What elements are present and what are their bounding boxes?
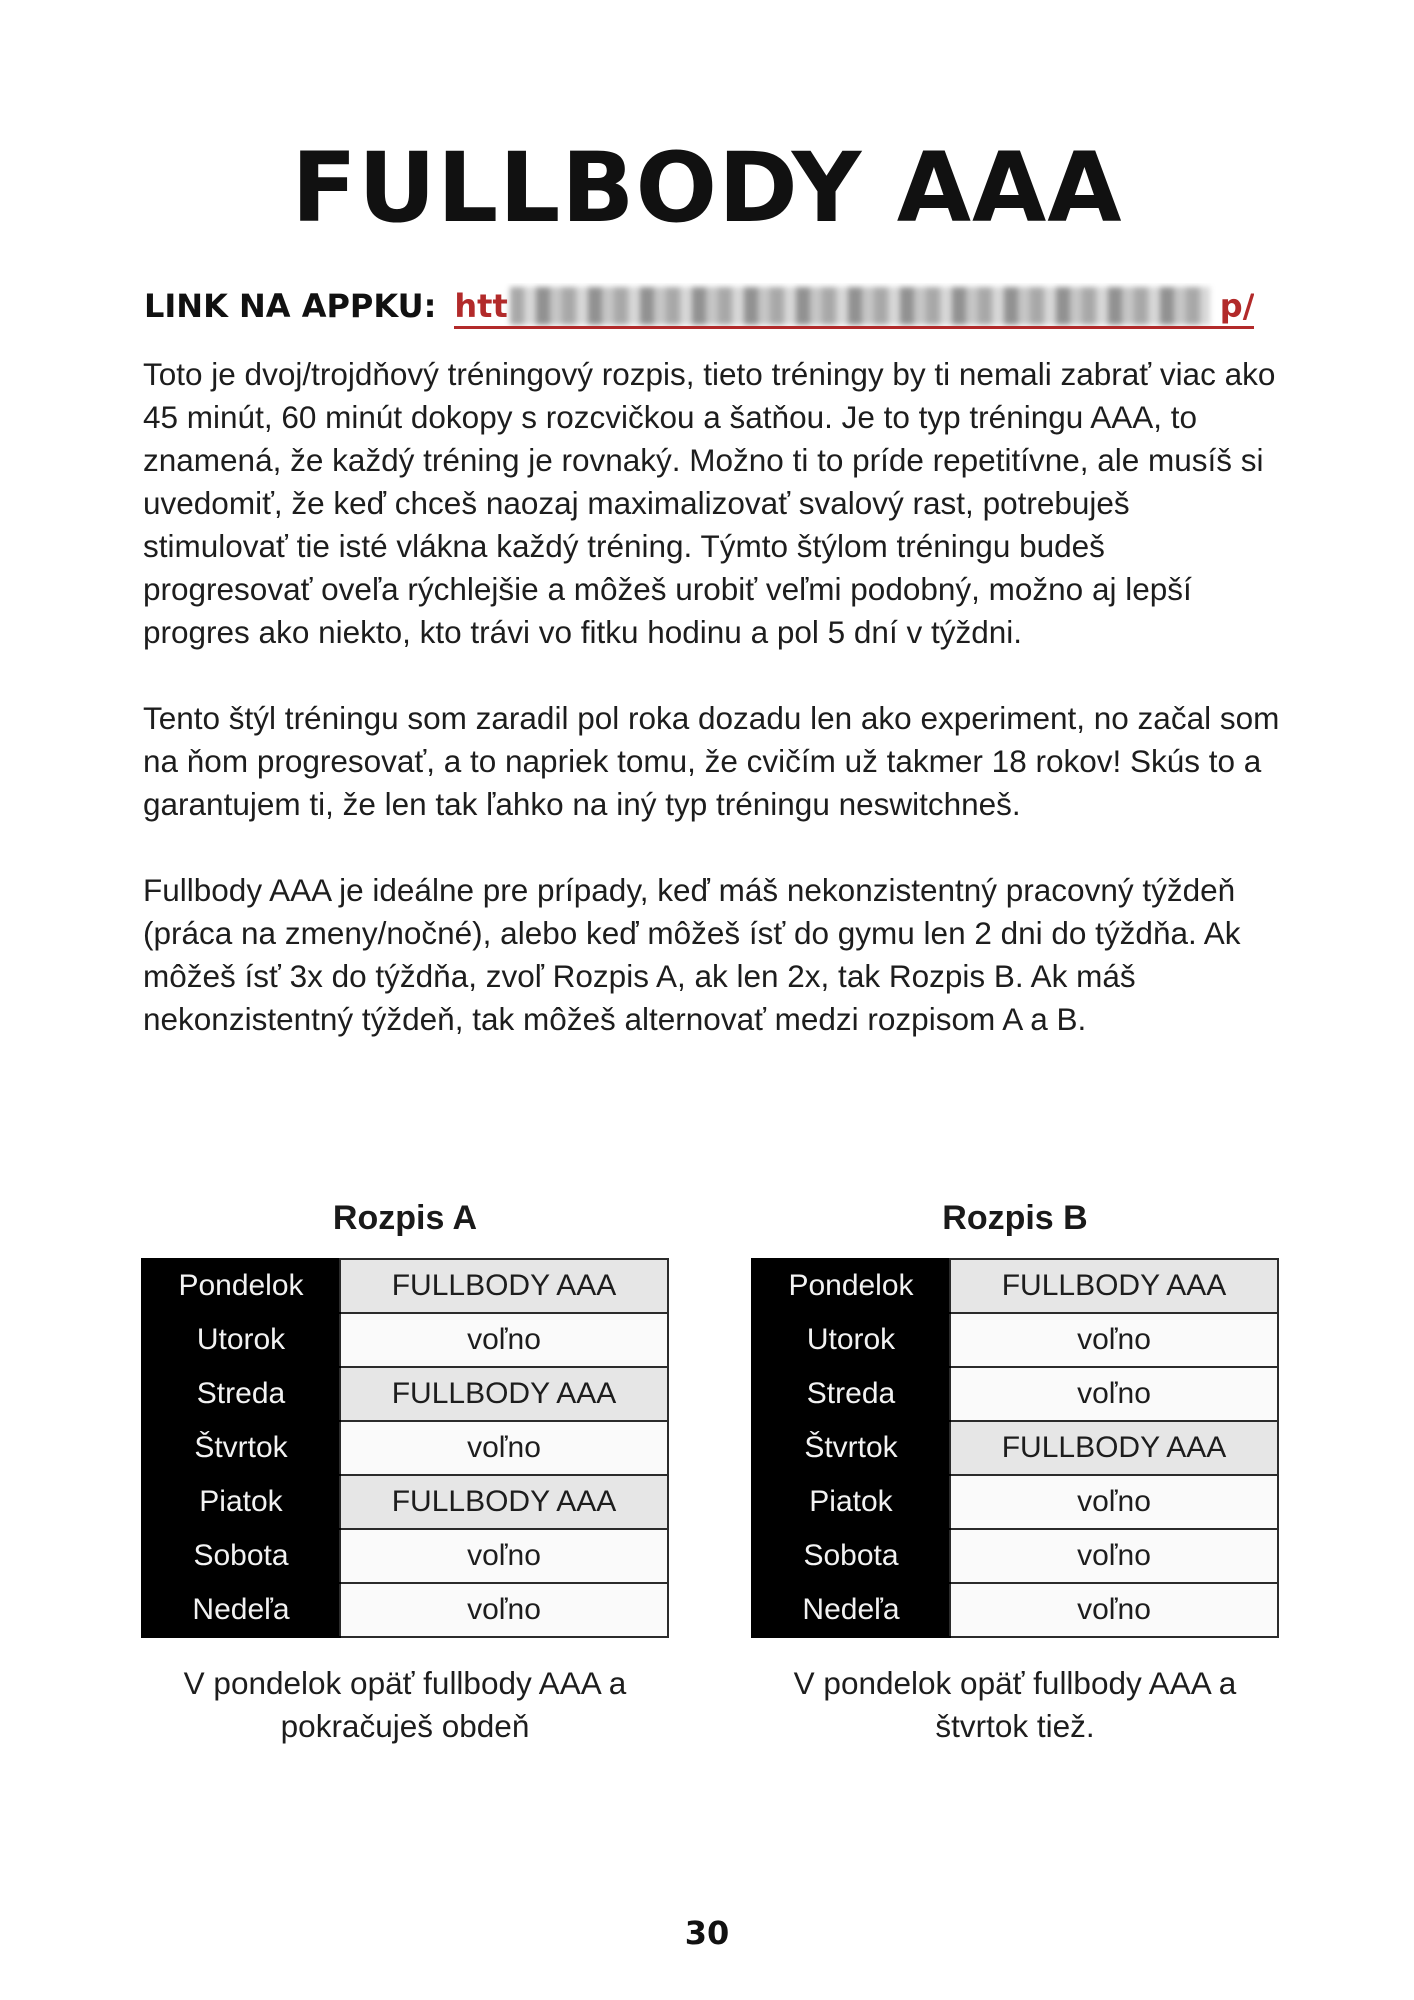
- schedule-b-table: [751, 1258, 1279, 1638]
- page-number: 30: [684, 1914, 730, 1952]
- activity-cell: FULLBODY AAA: [340, 1259, 668, 1313]
- activity-cell: FULLBODY AAA: [340, 1367, 668, 1421]
- day-cell: Nedeľa: [142, 1583, 340, 1637]
- table-row: [752, 1421, 1278, 1475]
- activity-cell: voľno: [340, 1583, 668, 1637]
- activity-cell: FULLBODY AAA: [950, 1259, 1278, 1313]
- activity-cell: voľno: [950, 1583, 1278, 1637]
- table-row: [142, 1367, 668, 1421]
- table-row: [142, 1313, 668, 1367]
- schedule-a-note: [141, 1662, 669, 1748]
- table-row: [142, 1475, 668, 1529]
- app-link-redaction-blur: [510, 287, 1210, 325]
- schedule-b-title: Rozpis B: [942, 1199, 1088, 1237]
- usage-paragraph: Fullbody AAA je ideálne pre prípady, keď máš nekonzistentný pracovný týždeň (práca na zmeny/nočné), alebo keď môžeš ísť do gymu len 2 dni do týždňa. Ak môžeš ísť 3x do týždňa, zvoľ Rozpis A, ak len 2x, tak Rozpis B. Ak máš nekonzistentný týždeň, tak môžeš alternovať medzi rozpisom A a B.: [143, 872, 1241, 1037]
- day-cell: Pondelok: [142, 1259, 340, 1313]
- table-row: [142, 1259, 668, 1313]
- activity-cell: FULLBODY AAA: [950, 1421, 1278, 1475]
- table-row: [752, 1367, 1278, 1421]
- schedule-a-note-line: pokračuješ obdeň: [280, 1708, 530, 1744]
- schedule-a-title: Rozpis A: [332, 1199, 478, 1237]
- page-title: FULLBODY AAA: [291, 132, 1123, 244]
- activity-cell: FULLBODY AAA: [340, 1475, 668, 1529]
- schedule-a: [141, 1190, 669, 1748]
- day-cell: Streda: [142, 1367, 340, 1421]
- app-link-row: [144, 278, 1274, 334]
- activity-cell: voľno: [950, 1529, 1278, 1583]
- day-cell: Štvrtok: [142, 1421, 340, 1475]
- schedule-b: [751, 1190, 1279, 1748]
- app-link-label: LINK NA APPKU:: [144, 287, 437, 325]
- experiment-paragraph: Tento štýl tréningu som zaradil pol roka dozadu len ako experiment, no začal som na ňom progresovať, a to napriek tomu, že cvičím už takmer 18 rokov! Skús to a garantujem ti, že len tak ľahko na iný typ tréningu neswitchneš.: [143, 700, 1280, 822]
- activity-cell: voľno: [950, 1475, 1278, 1529]
- day-cell: Piatok: [142, 1475, 340, 1529]
- table-row: [142, 1583, 668, 1637]
- intro-paragraph: Toto je dvoj/trojdňový tréningový rozpis, tieto tréningy by ti nemali zabrať viac ako 45 minút, 60 minút dokopy s rozcvičkou a šatňou. Je to typ tréningu AAA, to znamená, že každý tréning je rovnaký. Možno ti to príde repetitívne, ale musíš si uvedomiť, že keď chceš naozaj maximalizovať svalový rast, potrebuješ stimulovať tie isté vlákna každý tréning. Týmto štýlom tréningu budeš progresovať oveľa rýchlejšie a môžeš urobiť veľmi podobný, možno aj lepší progres ako niekto, kto trávi vo fitku hodinu a pol 5 dní v týždni.: [143, 356, 1276, 650]
- day-cell: Utorok: [142, 1313, 340, 1367]
- day-cell: Pondelok: [752, 1259, 950, 1313]
- table-row: [142, 1421, 668, 1475]
- table-row: [752, 1583, 1278, 1637]
- day-cell: Streda: [752, 1367, 950, 1421]
- table-row: [142, 1529, 668, 1583]
- day-cell: Nedeľa: [752, 1583, 950, 1637]
- activity-cell: voľno: [950, 1313, 1278, 1367]
- app-link[interactable]: [454, 283, 1254, 329]
- activity-cell: voľno: [340, 1313, 668, 1367]
- day-cell: Sobota: [752, 1529, 950, 1583]
- schedule-b-note-line: štvrtok tiež.: [935, 1708, 1095, 1744]
- schedule-a-note-line: V pondelok opäť fullbody AAA a: [183, 1665, 627, 1701]
- table-row: [752, 1313, 1278, 1367]
- schedule-b-note-line: V pondelok opäť fullbody AAA a: [793, 1665, 1237, 1701]
- day-cell: Sobota: [142, 1529, 340, 1583]
- app-link-visible-end: p/: [1219, 287, 1255, 325]
- schedule-a-table: [141, 1258, 669, 1638]
- table-row: [752, 1475, 1278, 1529]
- activity-cell: voľno: [950, 1367, 1278, 1421]
- app-link-visible-start: htt: [454, 287, 508, 325]
- activity-cell: voľno: [340, 1529, 668, 1583]
- body-text: [143, 353, 1283, 1084]
- table-row: [752, 1529, 1278, 1583]
- table-row: [752, 1259, 1278, 1313]
- activity-cell: voľno: [340, 1421, 668, 1475]
- schedule-b-note: [751, 1662, 1279, 1748]
- day-cell: Utorok: [752, 1313, 950, 1367]
- day-cell: Štvrtok: [752, 1421, 950, 1475]
- day-cell: Piatok: [752, 1475, 950, 1529]
